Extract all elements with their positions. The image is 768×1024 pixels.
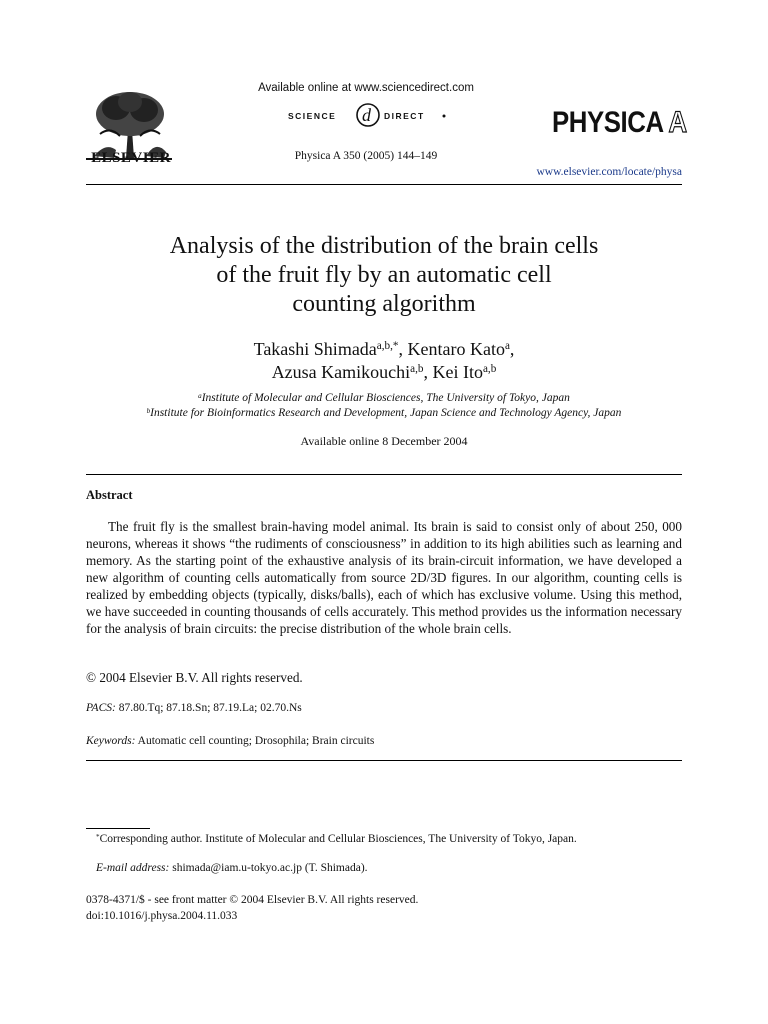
svg-text:d: d (362, 105, 371, 125)
author-marks: a,b (482, 362, 497, 375)
keywords-line (86, 735, 374, 747)
citation: Physica A 350 (2005) 144–149 (294, 150, 438, 162)
affiliation: $^a$Institute of Molecular and Cellular Biosciences, The University of Tokyo, Japan (198, 391, 570, 404)
footnote-rule (86, 828, 150, 829)
author-name: Azusa Kamikouchi (271, 362, 411, 382)
affiliation: $^b$Institute for Bioinformatics Research and Development, Japan Science and Technology Agency, Japan (146, 406, 622, 419)
keywords-list: Automatic cell counting; Drosophila; Brain circuits (137, 735, 375, 747)
author-name: Kentaro Kato (407, 339, 505, 359)
author-name: Takashi Shimada (253, 339, 377, 359)
affiliation-mark: a (198, 391, 202, 400)
abstract-bottom-rule (86, 760, 682, 761)
sd-logo-right: DIRECT (384, 111, 425, 121)
author-name: Kei Ito (432, 362, 483, 382)
pacs-codes: 87.80.Tq; 87.18.Sn; 87.19.La; 02.70.Ns (118, 702, 302, 714)
keywords-label: Keywords: (86, 735, 136, 747)
issn-line: 0378-4371/$ - see front matter © 2004 Elsevier B.V. All rights reserved. (86, 894, 419, 906)
email-label: E-mail address: (96, 862, 170, 874)
affiliation-mark: b (146, 406, 151, 415)
title-line: counting algorithm (292, 291, 476, 317)
abstract-copyright: © 2004 Elsevier B.V. All rights reserved. (86, 670, 303, 685)
paper-title (86, 232, 682, 319)
sciencedirect-logo (288, 100, 448, 130)
journal-url-link[interactable]: www.elsevier.com/locate/physa (536, 166, 682, 178)
email-address[interactable]: shimada@iam.u-tokyo.ac.jp (T. Shimada). (172, 862, 368, 874)
corresponding-author-footnote: *Corresponding author. Institute of Molecular and Cellular Biosciences, The University of Tokyo, Japan. (96, 832, 577, 845)
footnote-mark: * (96, 832, 100, 841)
abstract-body: The fruit fly is the smallest brain-having model animal. Its brain is said to consist only of about 250, 000 neurons, whereas it shows “the rudiments of consciousness” in addition to its high abilities such as learning and memory. As the starting point of the exhaustive analysis of its brain-circuit information, we have developed a new algorithm of counting cells automatically from source 2D/3D figures. In our algorithm, counting cells is realized by embedding objects (typically, disks/balls), each of which has exclusive volume. Using this method, we have succeeded in counting thousands of cells accurately. This method provides us the information necessary for the analysis of brain circuits: the precise distribution of the whole brain cells. (86, 519, 682, 636)
author-marks: a,b,* (376, 339, 399, 352)
author-separator: , (509, 339, 515, 359)
sd-logo-left: SCIENCE (288, 111, 337, 121)
author-separator: , (423, 362, 433, 382)
available-date: Available online 8 December 2004 (300, 434, 468, 448)
author-separator: , (398, 339, 408, 359)
pacs-label: PACS: (86, 702, 116, 714)
author-marks: a,b (410, 362, 424, 375)
affiliations (86, 391, 682, 421)
header-divider (86, 184, 682, 185)
abstract-heading: Abstract (86, 488, 133, 502)
journal-logo-letter: A (668, 106, 687, 139)
title-line: Analysis of the distribution of the brain cells (169, 233, 599, 259)
pacs-line (86, 702, 302, 714)
email-footnote (96, 862, 368, 874)
author-marks: a (504, 339, 510, 352)
author-list (86, 338, 682, 384)
journal-logo (552, 106, 687, 140)
journal-logo-word: PHYSICA (552, 106, 663, 139)
doi-line[interactable]: doi:10.1016/j.physa.2004.11.033 (86, 910, 238, 922)
abstract-top-rule (86, 474, 682, 475)
publisher-name: ELSEVIER (91, 150, 171, 166)
available-online-line: Available online at www.sciencedirect.com (258, 82, 474, 94)
title-line: of the fruit fly by an automatic cell (216, 262, 552, 288)
